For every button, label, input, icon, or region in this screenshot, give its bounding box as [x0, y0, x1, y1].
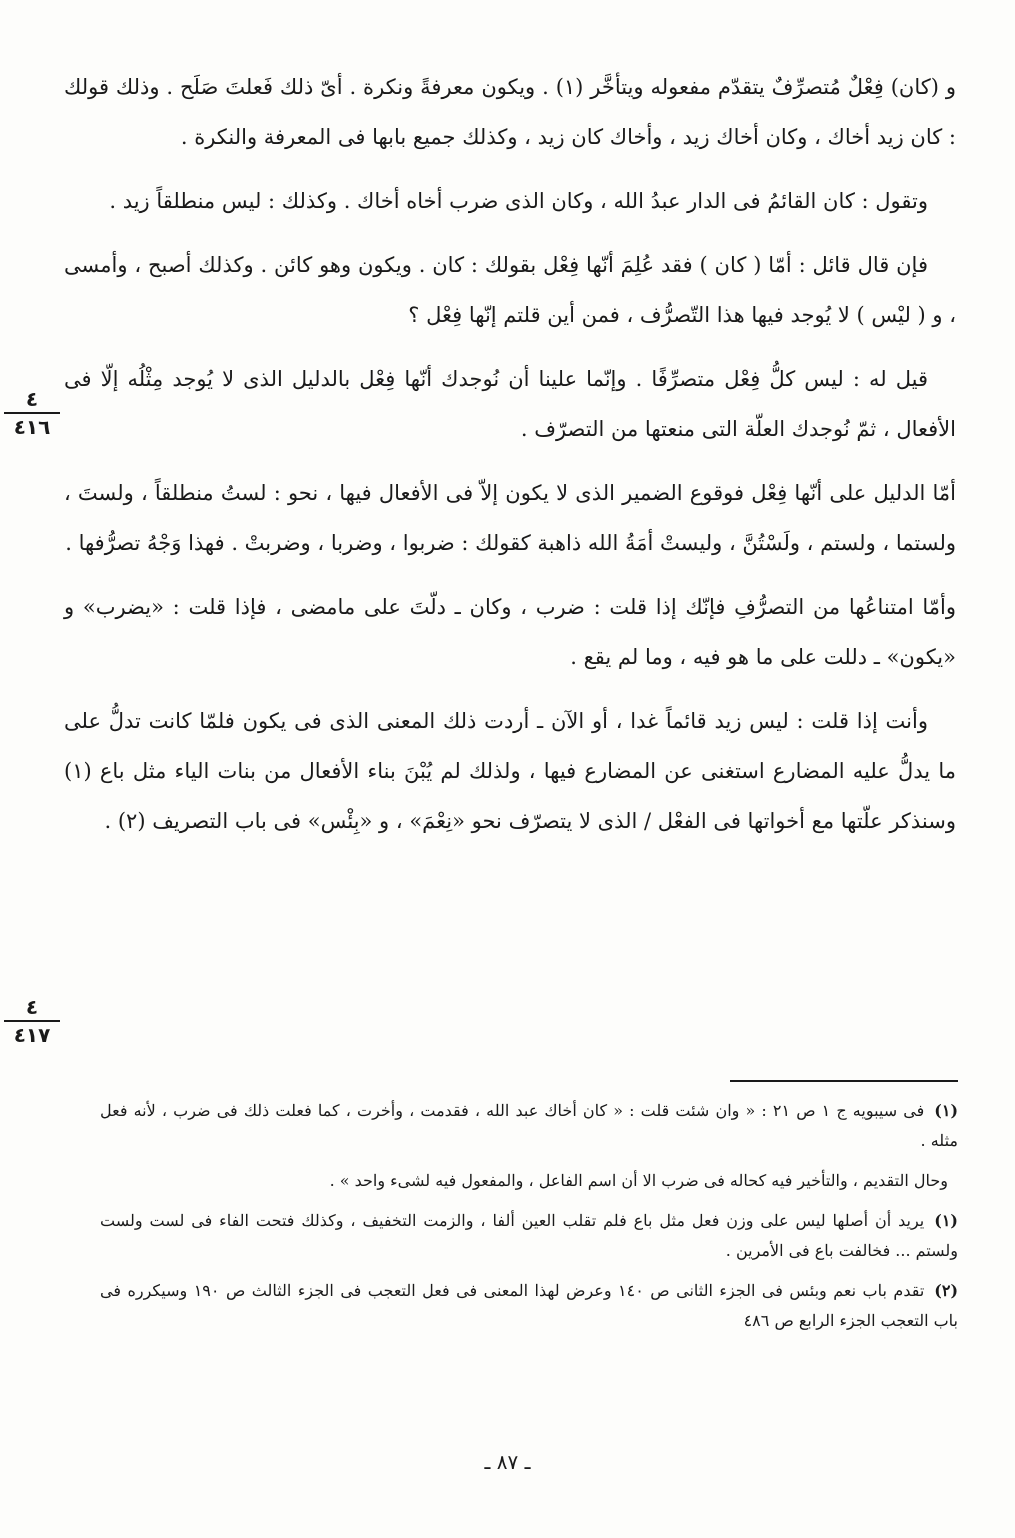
footnote-text: فى سيبويه ج ١ ص ٢١ : « وان شئت قلت : « كان أخاك عبد الله ، فقدمت ، وأخرت ، كما فعلت ذلك فى ضرب ، لأنه فعل مثله .: [100, 1101, 958, 1150]
margin-ref-volume: ٤: [4, 996, 60, 1022]
footnote: [100, 1206, 958, 1266]
margin-page-ref-416: [4, 388, 60, 438]
paragraph-7: وأنت إذا قلت : ليس زيد قائماً غدا ، أو الآن ـ أردت ذلك المعنى الذى فى يكون فلمّا كانت تدلُّ على ما يدلُّ عليه المضارع استغنى عن المضارع فيها ، ولذلك لم يُبْنَ بناء الأفعال من بنات الياء مثل باع (١) وسنذكر علّتها مع أخواتها فى الفعْل / الذى لا يتصرّف نحو «نِعْمَ» ، و «بِئْس» فى باب التصريف (٢) .: [64, 709, 956, 833]
paragraph-6: وأمّا امتناعُها من التصرُّفِ فإنّك إذا قلت : ضرب ، وكان ـ دلّتَ على مامضى ، فإذا قلت : «يضرب» و «يكون» ـ دللت على ما هو فيه ، وما لم يقع .: [64, 595, 956, 669]
paragraph-1: و (كان) فِعْلٌ مُتصرِّفٌ يتقدّم مفعوله ويتأخَّر (١) . ويكون معرفةً ونكرة . أىّ ذلك فَعلتَ صَلَح . وذلك قولك : كان زيد أخاك ، وكان أخاك زيد ، وأخاك كان زيد ، وكذلك جميع بابها فى المعرفة والنكرة .: [64, 75, 956, 149]
footnote: [100, 1276, 958, 1336]
main-text: [64, 62, 956, 860]
margin-ref-page: ٤١٦: [13, 415, 51, 439]
margin-page-ref-417: [4, 996, 60, 1046]
footnote-number: (١): [934, 1211, 958, 1230]
footnotes: [100, 1096, 958, 1346]
footnote-text: يريد أن أصلها ليس على وزن فعل مثل باع فلم تقلب العين ألفا ، والزمت التخفيف ، وكذلك فتحت الفاء فى لست ولست ولستم ... فخالفت باع فى الأمرين .: [100, 1211, 958, 1260]
footnote-number: (٢): [934, 1281, 959, 1300]
paragraph-3: فإن قال قائل : أمّا ( كان ) فقد عُلِمَ أنّها فِعْل بقولك : كان . ويكون وهو كائن . وكذلك أصبح ، وأمسى ، و ( ليْس ) لا يُوجد فيها هذا التّصرُّف ، فمن أين قلتم إنّها فِعْل ؟: [64, 253, 956, 327]
paragraph-5: أمّا الدليل على أنّها فِعْل فوقوع الضمير الذى لا يكون إلاّ فى الأفعال فيها ، نحو : لستُ منطلقاً ، ولستَ ، ولستما ، ولستم ، ولَسْتُنَّ ، وليستْ أمَةُ الله ذاهبة كقولك : ضربوا ، وضربا ، وضربتْ . فهذا وَجْهُ تصرُّفها .: [64, 481, 956, 555]
page-number: ـ ٨٧ ـ: [484, 1450, 531, 1474]
footnote-divider: [730, 1080, 958, 1082]
margin-ref-volume: ٤: [4, 388, 60, 414]
paragraph-2: وتقول : كان القائمُ فى الدار عبدُ الله ، وكان الذى ضرب أخاه أخاك . وكذلك : ليس منطلقاً زيد .: [109, 189, 928, 213]
margin-ref-page: ٤١٧: [13, 1023, 51, 1047]
paragraph-4: قيل له : ليس كلُّ فِعْل متصرِّفًا . وإنّما علينا أن نُوجدك أنّها فِعْل بالدليل الذى لا يُوجد مِثْلُه إلّا فى الأفعال ، ثمّ نُوجدك العلّة التى منعتها من التصرّف .: [64, 367, 956, 441]
footnote-number: (١): [934, 1101, 959, 1120]
footnote-text: تقدم باب نعم وبئس فى الجزء الثانى ص ١٤٠ وعرض لهذا المعنى فى فعل التعجب فى الجزء الثالث ص ١٩٠ وسيكرره فى باب التعجب الجزء الرابع ص ٤٨٦: [100, 1281, 958, 1330]
footnote: [100, 1166, 958, 1196]
footnote: [100, 1096, 958, 1156]
footnote-text: وحال التقديم ، والتأخير فيه كحاله فى ضرب الا أن اسم الفاعل ، والمفعول فيه لشىء واحد » .: [329, 1171, 948, 1190]
